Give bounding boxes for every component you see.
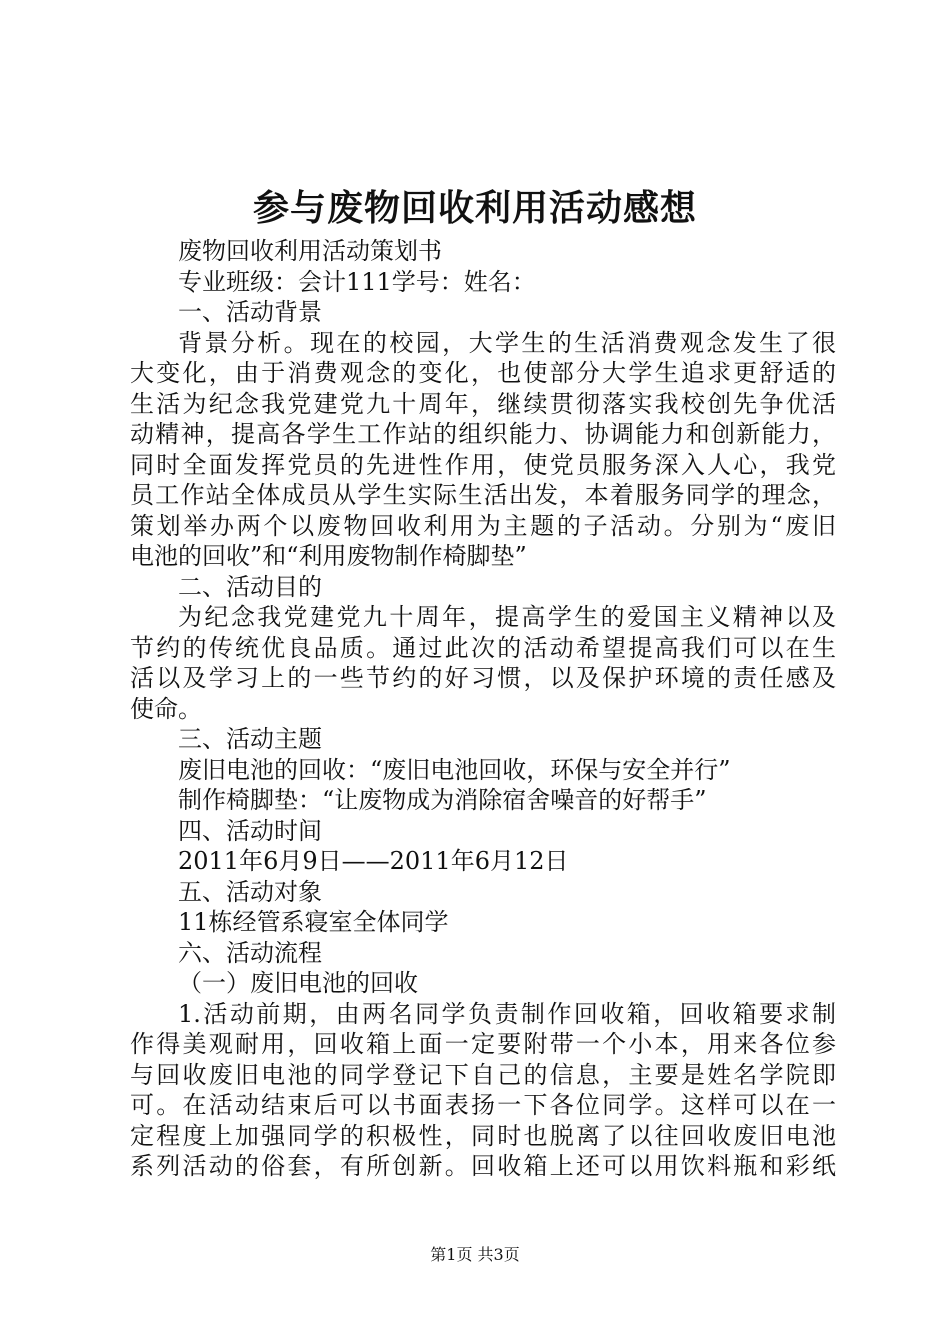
paragraph-line: 废旧电池的回收：“废旧电池回收，环保与安全并行” <box>178 755 731 784</box>
paragraph-line: 定程度上加强同学的积极性，同时也脱离了以往回收废旧电池 <box>130 1121 836 1150</box>
section-heading: 三、活动主题 <box>178 725 322 753</box>
paragraph-line: 系列活动的俗套，有所创新。回收箱上还可以用饮料瓶和彩纸 <box>130 1152 836 1180</box>
paragraph-line: 为纪念我党建党九十周年，提高学生的爱国主义精神以及 <box>178 603 836 631</box>
paragraph-line: 活以及学习上的一些节约的好习惯，以及保护环境的责任感及 <box>130 664 836 692</box>
paragraph-line: 与回收废旧电池的同学登记下自己的信息，主要是姓名学院即 <box>130 1060 836 1089</box>
paragraph-line: 大变化，由于消费观念的变化，也使部分大学生追求更舒适的 <box>130 359 836 387</box>
paragraph-line: 节约的传统优良品质。通过此次的活动希望提高我们可以在生 <box>130 633 836 662</box>
paragraph-line: 电池的回收”和“利用废物制作椅脚垫” <box>130 542 527 570</box>
document-body <box>130 236 836 1182</box>
paragraph-line: 使命。 <box>130 694 202 723</box>
page-footer: 第1页 共3页 <box>430 1245 520 1264</box>
section-heading: 五、活动对象 <box>178 877 322 906</box>
section-heading: 四、活动时间 <box>178 816 322 845</box>
paragraph-line: 制作椅脚垫：“让废物成为消除宿舍噪音的好帮手” <box>178 786 707 814</box>
paragraph-line: 背景分析。现在的校园，大学生的生活消费观念发生了很 <box>178 328 836 357</box>
subsection-heading: （一）废旧电池的回收 <box>178 969 418 997</box>
paragraph-line: 11栋经管系寝室全体同学 <box>178 908 449 936</box>
paragraph-line: 作得美观耐用，回收箱上面一定要附带一个小本，用来各位参 <box>130 1030 836 1058</box>
paragraph-line: 1.活动前期，由两名同学负责制作回收箱，回收箱要求制 <box>178 999 836 1028</box>
paragraph-line: 2011年6月9日——2011年6月12日 <box>178 847 569 875</box>
section-heading: 一、活动背景 <box>178 298 322 326</box>
document-title: 参与废物回收利用活动感想 <box>252 187 697 229</box>
section-heading: 六、活动流程 <box>178 938 322 967</box>
paragraph-line: 可。在活动结束后可以书面表扬一下各位同学。这样可以在一 <box>130 1091 836 1119</box>
paragraph-line: 同时全面发挥党员的先进性作用，使党员服务深入人心，我党 <box>130 450 836 479</box>
paragraph-line: 策划举办两个以废物回收利用为主题的子活动。分别为“废旧 <box>130 511 836 540</box>
paragraph-line: 员工作站全体成员从学生实际生活出发，本着服务同学的理念， <box>130 481 836 509</box>
paragraph-line: 动精神，提高各学生工作站的组织能力、协调能力和创新能力， <box>130 420 836 448</box>
section-heading: 二、活动目的 <box>178 572 322 601</box>
paragraph-line: 生活为纪念我党建党九十周年，继续贯彻落实我校创先争优活 <box>130 389 836 418</box>
paragraph-line: 专业班级：会计111学号：姓名： <box>178 267 536 296</box>
paragraph-line: 废物回收利用活动策划书 <box>178 237 442 265</box>
